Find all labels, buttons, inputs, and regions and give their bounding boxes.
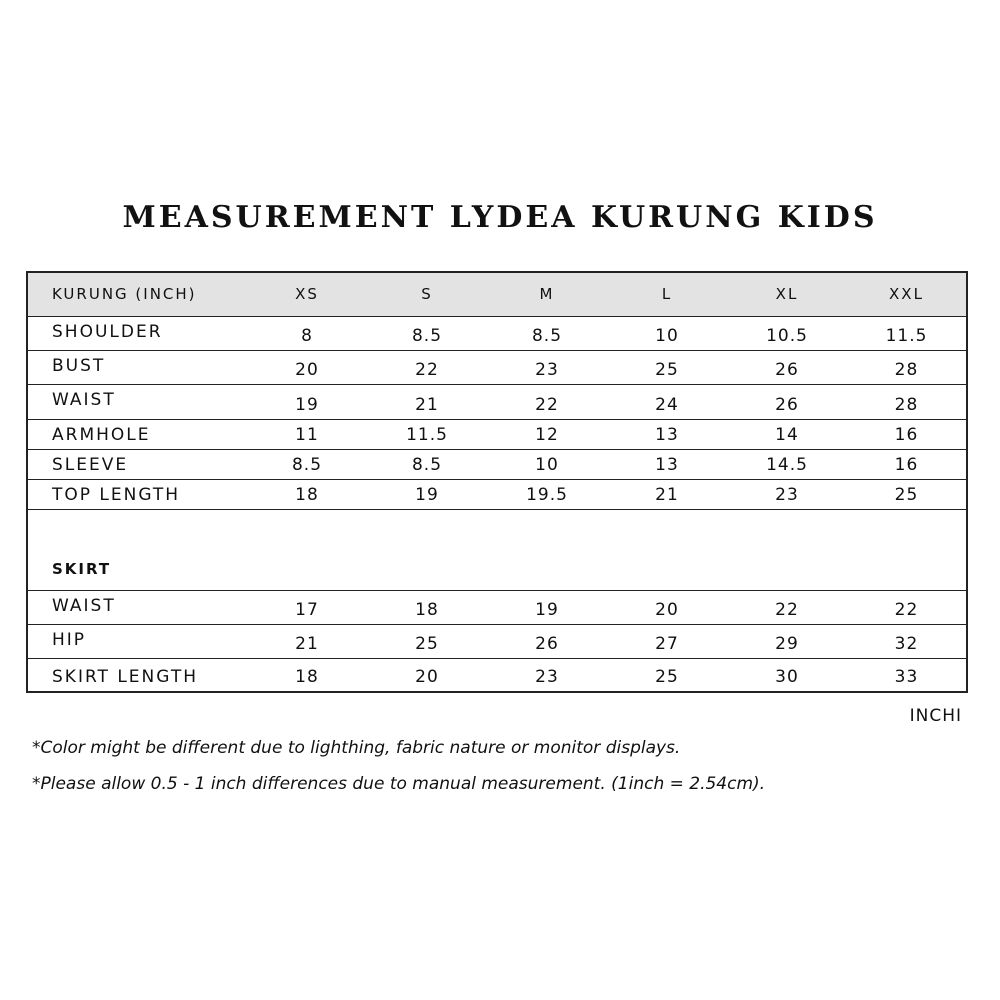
- cell-value: 10: [607, 316, 727, 350]
- size-header: S: [367, 272, 487, 316]
- cell-value: 28: [847, 350, 967, 384]
- cell-value: 25: [655, 667, 679, 687]
- cell-value: 19: [487, 590, 607, 624]
- header-label: KURUNG (INCH): [27, 272, 247, 316]
- cell-value: 33: [894, 667, 919, 687]
- cell-value: 22: [847, 590, 967, 624]
- size-header: L: [607, 272, 727, 316]
- table-row: [27, 479, 967, 509]
- cell-value: 23: [487, 350, 607, 384]
- row-label: TOP LENGTH: [27, 479, 247, 509]
- cell-value: 13: [607, 449, 727, 479]
- table-row: [27, 350, 967, 384]
- cell-value: 12: [487, 419, 607, 449]
- cell-value: 22: [367, 350, 487, 384]
- cell-value: 18: [295, 667, 319, 687]
- measurement-disclaimer: *Please allow 0.5 - 1 inch differences due to manual measurement. (1inch = 2.54cm).: [32, 774, 766, 794]
- size-header: XXL: [847, 272, 967, 316]
- cell-value: 26: [727, 350, 847, 384]
- table-row: [27, 316, 967, 350]
- page-title: MEASUREMENT LYDEA KURUNG KIDS: [122, 200, 878, 235]
- cell-value: 18: [367, 590, 487, 624]
- skirt-section-row: [27, 509, 967, 590]
- cell-value: 19: [367, 479, 487, 509]
- cell-value: 19.5: [487, 479, 607, 509]
- cell-value: 21: [607, 479, 727, 509]
- cell-value: 8: [247, 316, 367, 350]
- cell-value: 20: [247, 350, 367, 384]
- table-row: [27, 384, 967, 419]
- cell-value: 22: [487, 384, 607, 419]
- table-row: [27, 419, 967, 449]
- cell-value: 21: [367, 384, 487, 419]
- cell-value: 27: [607, 624, 727, 658]
- unit-label: INCHI: [909, 706, 962, 726]
- cell-value: 19: [247, 384, 367, 419]
- row-label: WAIST: [27, 384, 247, 419]
- section-heading: SKIRT: [27, 509, 247, 590]
- row-label: HIP: [27, 624, 247, 658]
- table-header-row: [27, 272, 967, 316]
- cell-value: 29: [727, 624, 847, 658]
- cell-value: 26: [487, 624, 607, 658]
- cell-value: 23: [535, 667, 559, 687]
- row-label: ARMHOLE: [27, 419, 247, 449]
- color-disclaimer: *Color might be different due to lighthing, fabric nature or monitor displays.: [32, 738, 681, 758]
- row-label: SLEEVE: [27, 449, 247, 479]
- cell-value: 30: [775, 667, 799, 687]
- size-header: XS: [247, 272, 367, 316]
- cell-value: 10.5: [727, 316, 847, 350]
- cell-value: 23: [727, 479, 847, 509]
- cell-value: 21: [247, 624, 367, 658]
- size-chart-table: [26, 271, 968, 693]
- table-row: [27, 449, 967, 479]
- row-label: BUST: [27, 350, 247, 384]
- cell-value: 14: [727, 419, 847, 449]
- size-header: M: [487, 272, 607, 316]
- cell-value: 16: [847, 419, 967, 449]
- cell-value: 24: [607, 384, 727, 419]
- cell-value: 11.5: [367, 419, 487, 449]
- cell-value: 25: [847, 479, 967, 509]
- cell-value: 18: [247, 479, 367, 509]
- cell-value: 26: [727, 384, 847, 419]
- cell-value: 20: [607, 590, 727, 624]
- row-label: SHOULDER: [27, 316, 247, 350]
- cell-value: 8.5: [367, 316, 487, 350]
- cell-value: 8.5: [247, 449, 367, 479]
- cell-value: 25: [367, 624, 487, 658]
- cell-value: 11: [247, 419, 367, 449]
- cell-value: 20: [415, 667, 439, 687]
- cell-value: 22: [727, 590, 847, 624]
- row-label: SKIRT LENGTH: [52, 667, 198, 687]
- cell-value: 32: [847, 624, 967, 658]
- size-header: XL: [727, 272, 847, 316]
- row-label: WAIST: [27, 590, 247, 624]
- table-row: [27, 590, 967, 624]
- cell-value: 10: [487, 449, 607, 479]
- table-row: [27, 658, 967, 692]
- cell-value: 16: [847, 449, 967, 479]
- cell-value: 25: [607, 350, 727, 384]
- cell-value: 8.5: [487, 316, 607, 350]
- cell-value: 28: [847, 384, 967, 419]
- cell-value: 14.5: [727, 449, 847, 479]
- cell-value: 17: [247, 590, 367, 624]
- cell-value: 11.5: [847, 316, 967, 350]
- cell-value: 8.5: [367, 449, 487, 479]
- table-row: [27, 624, 967, 658]
- cell-value: 13: [607, 419, 727, 449]
